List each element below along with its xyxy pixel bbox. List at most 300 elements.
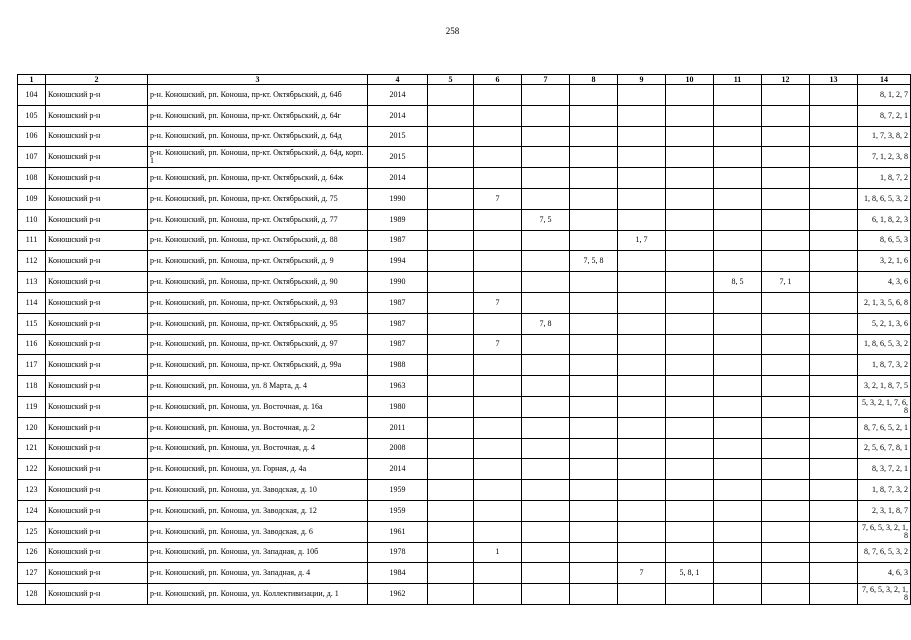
cell-col-7 [522,521,570,542]
cell-col-9 [618,126,666,147]
cell-col-10 [666,521,714,542]
cell-col-10 [666,188,714,209]
cell-col-6 [474,417,522,438]
cell-col-14: 7, 6, 5, 3, 2, 1, 8 [858,521,911,542]
cell-col-11 [714,85,762,106]
cell-col-9 [618,521,666,542]
table-body [18,85,911,605]
cell-col-13 [810,188,858,209]
cell-col-7 [522,334,570,355]
cell-col-12 [762,126,810,147]
cell-col-12 [762,542,810,563]
cell-row-number: 116 [18,334,46,355]
cell-col-6 [474,563,522,584]
cell-col-12 [762,85,810,106]
cell-col-8 [570,563,618,584]
cell-col-7 [522,563,570,584]
cell-col-7 [522,251,570,272]
cell-col-13 [810,209,858,230]
cell-district: Коношский р-н [46,438,148,459]
cell-col-11 [714,438,762,459]
table-row [18,417,911,438]
cell-col-13 [810,85,858,106]
cell-col-10 [666,85,714,106]
cell-district: Коношский р-н [46,376,148,397]
cell-col-8 [570,272,618,293]
cell-district: Коношский р-н [46,292,148,313]
cell-address: р-н. Коношский, рп. Коноша, пр-кт. Октябрьский, д. 64ж [148,168,368,189]
cell-col-6 [474,105,522,126]
cell-address: р-н. Коношский, рп. Коноша, пр-кт. Октябрьский, д. 75 [148,188,368,209]
cell-col-7 [522,417,570,438]
cell-col-11 [714,188,762,209]
cell-district: Коношский р-н [46,563,148,584]
column-header-12: 12 [762,75,810,85]
cell-address: р-н. Коношский, рп. Коноша, пр-кт. Октябрьский, д. 99а [148,355,368,376]
cell-col-5 [428,500,474,521]
cell-col-12 [762,521,810,542]
cell-col-9 [618,85,666,106]
cell-col-5 [428,188,474,209]
cell-col-8 [570,313,618,334]
cell-col-8 [570,105,618,126]
cell-col-13 [810,542,858,563]
cell-year: 1963 [368,376,428,397]
cell-row-number: 109 [18,188,46,209]
cell-col-13 [810,500,858,521]
cell-row-number: 104 [18,85,46,106]
cell-col-13 [810,105,858,126]
cell-col-8 [570,376,618,397]
cell-col-7 [522,147,570,168]
cell-address: р-н. Коношский, рп. Коноша, ул. Восточная, д. 16а [148,396,368,417]
cell-col-12: 7, 1 [762,272,810,293]
cell-row-number: 124 [18,500,46,521]
cell-year: 1987 [368,334,428,355]
cell-col-6: 1 [474,542,522,563]
cell-col-11 [714,209,762,230]
cell-col-6: 7 [474,334,522,355]
cell-address: р-н. Коношский, рп. Коноша, пр-кт. Октябрьский, д. 90 [148,272,368,293]
cell-col-11 [714,105,762,126]
cell-col-7 [522,126,570,147]
table-row [18,251,911,272]
cell-row-number: 123 [18,480,46,501]
cell-col-11 [714,563,762,584]
cell-year: 2014 [368,168,428,189]
cell-col-7 [522,355,570,376]
cell-row-number: 111 [18,230,46,251]
table-row [18,459,911,480]
cell-col-12 [762,480,810,501]
cell-col-5 [428,272,474,293]
cell-address: р-н. Коношский, рп. Коноша, ул. Заводская, д. 6 [148,521,368,542]
cell-col-5 [428,147,474,168]
cell-row-number: 127 [18,563,46,584]
cell-col-6: 7 [474,292,522,313]
cell-col-10 [666,147,714,168]
cell-col-10 [666,168,714,189]
cell-col-10 [666,105,714,126]
cell-year: 1959 [368,500,428,521]
column-header-2: 2 [46,75,148,85]
cell-col-5 [428,417,474,438]
cell-col-9 [618,417,666,438]
cell-col-11 [714,126,762,147]
cell-district: Коношский р-н [46,355,148,376]
cell-year: 1980 [368,396,428,417]
cell-col-12 [762,105,810,126]
cell-col-8 [570,480,618,501]
column-header-3: 3 [148,75,368,85]
cell-col-8 [570,521,618,542]
cell-district: Коношский р-н [46,417,148,438]
cell-col-9 [618,209,666,230]
cell-col-7: 7, 5 [522,209,570,230]
cell-col-12 [762,563,810,584]
cell-row-number: 128 [18,584,46,605]
cell-col-6 [474,480,522,501]
cell-col-6 [474,126,522,147]
table-row [18,168,911,189]
table-row [18,188,911,209]
cell-district: Коношский р-н [46,209,148,230]
cell-col-8 [570,459,618,480]
cell-col-14: 8, 6, 5, 3 [858,230,911,251]
cell-col-5 [428,459,474,480]
cell-col-8 [570,230,618,251]
cell-col-5 [428,230,474,251]
cell-col-11 [714,396,762,417]
cell-district: Коношский р-н [46,313,148,334]
cell-col-5 [428,480,474,501]
cell-col-9 [618,542,666,563]
table-row [18,500,911,521]
cell-col-12 [762,147,810,168]
cell-col-9 [618,313,666,334]
cell-col-13 [810,292,858,313]
cell-district: Коношский р-н [46,85,148,106]
cell-col-14: 1, 8, 7, 3, 2 [858,480,911,501]
column-header-11: 11 [714,75,762,85]
cell-col-9 [618,355,666,376]
table-row [18,292,911,313]
cell-col-8 [570,209,618,230]
cell-year: 2014 [368,85,428,106]
cell-col-13 [810,313,858,334]
cell-col-14: 1, 8, 6, 5, 3, 2 [858,188,911,209]
cell-year: 2008 [368,438,428,459]
cell-col-13 [810,563,858,584]
cell-col-13 [810,126,858,147]
cell-col-12 [762,355,810,376]
cell-col-8 [570,396,618,417]
cell-col-12 [762,438,810,459]
cell-col-13 [810,417,858,438]
table-row [18,480,911,501]
cell-address: р-н. Коношский, рп. Коноша, пр-кт. Октябрьский, д. 93 [148,292,368,313]
cell-col-10 [666,126,714,147]
cell-col-7 [522,376,570,397]
cell-col-11 [714,376,762,397]
cell-col-7 [522,85,570,106]
cell-year: 2011 [368,417,428,438]
cell-col-14: 5, 2, 1, 3, 6 [858,313,911,334]
column-header-1: 1 [18,75,46,85]
cell-year: 1987 [368,230,428,251]
table-row [18,272,911,293]
cell-col-10 [666,230,714,251]
table-row [18,584,911,605]
cell-col-10 [666,313,714,334]
cell-year: 1994 [368,251,428,272]
cell-col-11 [714,334,762,355]
cell-col-8 [570,168,618,189]
cell-col-14: 8, 1, 2, 7 [858,85,911,106]
cell-col-9 [618,292,666,313]
table-row [18,376,911,397]
table-row [18,355,911,376]
cell-col-14: 1, 8, 7, 3, 2 [858,355,911,376]
cell-col-8 [570,85,618,106]
cell-year: 1961 [368,521,428,542]
cell-district: Коношский р-н [46,126,148,147]
cell-col-8: 7, 5, 8 [570,251,618,272]
cell-col-9 [618,272,666,293]
cell-year: 1984 [368,563,428,584]
cell-col-10 [666,292,714,313]
cell-col-5 [428,209,474,230]
column-header-14: 14 [858,75,911,85]
cell-col-11 [714,292,762,313]
cell-col-7 [522,272,570,293]
cell-col-12 [762,500,810,521]
table-row [18,396,911,417]
cell-year: 1959 [368,480,428,501]
cell-address: р-н. Коношский, рп. Коноша, ул. Западная, д. 10б [148,542,368,563]
cell-address: р-н. Коношский, рп. Коноша, пр-кт. Октябрьский, д. 88 [148,230,368,251]
cell-col-6 [474,500,522,521]
cell-district: Коношский р-н [46,168,148,189]
cell-col-13 [810,438,858,459]
cell-col-10 [666,251,714,272]
cell-col-13 [810,480,858,501]
cell-col-12 [762,396,810,417]
cell-col-6: 7 [474,188,522,209]
cell-col-14: 1, 8, 7, 2 [858,168,911,189]
cell-col-6 [474,438,522,459]
cell-col-11: 8, 5 [714,272,762,293]
table-row [18,209,911,230]
cell-col-9 [618,147,666,168]
cell-col-7 [522,438,570,459]
table-row [18,563,911,584]
cell-col-10 [666,396,714,417]
cell-district: Коношский р-н [46,500,148,521]
cell-col-12 [762,209,810,230]
column-header-4: 4 [368,75,428,85]
cell-col-13 [810,355,858,376]
cell-col-12 [762,168,810,189]
cell-col-6 [474,85,522,106]
table-row [18,542,911,563]
cell-col-10 [666,459,714,480]
cell-district: Коношский р-н [46,272,148,293]
cell-address: р-н. Коношский, рп. Коноша, пр-кт. Октябрьский, д. 64д, корп. 1 [148,147,368,168]
cell-col-12 [762,459,810,480]
cell-row-number: 107 [18,147,46,168]
cell-col-9 [618,500,666,521]
cell-col-5 [428,438,474,459]
cell-col-7 [522,542,570,563]
cell-col-9: 7 [618,563,666,584]
cell-year: 1987 [368,292,428,313]
cell-col-8 [570,355,618,376]
cell-address: р-н. Коношский, рп. Коноша, ул. Заводская, д. 10 [148,480,368,501]
table-row [18,105,911,126]
cell-col-7 [522,105,570,126]
column-header-7: 7 [522,75,570,85]
cell-col-14: 7, 1, 2, 3, 8 [858,147,911,168]
cell-col-5 [428,334,474,355]
cell-address: р-н. Коношский, рп. Коноша, пр-кт. Октябрьский, д. 77 [148,209,368,230]
table-row [18,230,911,251]
cell-row-number: 121 [18,438,46,459]
cell-col-11 [714,251,762,272]
cell-col-10 [666,355,714,376]
column-header-8: 8 [570,75,618,85]
cell-col-14: 4, 6, 3 [858,563,911,584]
cell-col-14: 2, 5, 6, 7, 8, 1 [858,438,911,459]
table-row [18,126,911,147]
cell-col-8 [570,334,618,355]
cell-district: Коношский р-н [46,521,148,542]
cell-col-12 [762,584,810,605]
cell-row-number: 117 [18,355,46,376]
cell-district: Коношский р-н [46,251,148,272]
cell-address: р-н. Коношский, рп. Коноша, ул. Горная, д. 4а [148,459,368,480]
table-row [18,147,911,168]
cell-col-14: 8, 7, 6, 5, 3, 2 [858,542,911,563]
cell-col-6 [474,168,522,189]
cell-col-6 [474,459,522,480]
cell-col-9 [618,438,666,459]
cell-col-5 [428,521,474,542]
cell-col-5 [428,355,474,376]
column-header-10: 10 [666,75,714,85]
cell-address: р-н. Коношский, рп. Коноша, пр-кт. Октябрьский, д. 64д [148,126,368,147]
cell-col-14: 1, 7, 3, 8, 2 [858,126,911,147]
cell-col-14: 6, 1, 8, 2, 3 [858,209,911,230]
cell-year: 2014 [368,105,428,126]
column-header-6: 6 [474,75,522,85]
table-row [18,438,911,459]
cell-col-5 [428,542,474,563]
cell-col-9 [618,188,666,209]
table-row [18,334,911,355]
cell-col-10 [666,376,714,397]
cell-col-11 [714,355,762,376]
cell-district: Коношский р-н [46,230,148,251]
cell-row-number: 113 [18,272,46,293]
cell-col-9 [618,584,666,605]
cell-district: Коношский р-н [46,542,148,563]
cell-col-12 [762,292,810,313]
cell-col-9 [618,480,666,501]
cell-col-6 [474,251,522,272]
table-row [18,85,911,106]
cell-col-9 [618,459,666,480]
cell-row-number: 108 [18,168,46,189]
cell-row-number: 106 [18,126,46,147]
cell-col-14: 8, 7, 6, 5, 2, 1 [858,417,911,438]
cell-col-5 [428,126,474,147]
cell-year: 1962 [368,584,428,605]
cell-district: Коношский р-н [46,396,148,417]
cell-district: Коношский р-н [46,584,148,605]
cell-col-6 [474,272,522,293]
cell-col-14: 3, 2, 1, 8, 7, 5 [858,376,911,397]
cell-col-12 [762,230,810,251]
cell-col-10 [666,438,714,459]
cell-col-8 [570,417,618,438]
cell-address: р-н. Коношский, рп. Коноша, ул. 8 Марта, д. 4 [148,376,368,397]
cell-col-10: 5, 8, 1 [666,563,714,584]
cell-col-13 [810,521,858,542]
cell-col-11 [714,313,762,334]
cell-col-8 [570,188,618,209]
cell-row-number: 112 [18,251,46,272]
cell-col-8 [570,542,618,563]
cell-col-8 [570,584,618,605]
cell-col-11 [714,542,762,563]
data-table [17,74,911,605]
cell-year: 1990 [368,188,428,209]
cell-address: р-н. Коношский, рп. Коноша, ул. Заводская, д. 12 [148,500,368,521]
cell-year: 2014 [368,459,428,480]
cell-row-number: 122 [18,459,46,480]
cell-row-number: 114 [18,292,46,313]
cell-col-10 [666,417,714,438]
cell-col-13 [810,459,858,480]
cell-col-9 [618,396,666,417]
cell-col-6 [474,209,522,230]
cell-col-11 [714,168,762,189]
cell-address: р-н. Коношский, рп. Коноша, ул. Восточная, д. 2 [148,417,368,438]
cell-address: р-н. Коношский, рп. Коноша, ул. Западная, д. 4 [148,563,368,584]
cell-col-10 [666,542,714,563]
cell-col-12 [762,334,810,355]
cell-col-14: 4, 3, 6 [858,272,911,293]
cell-col-6 [474,230,522,251]
cell-col-10 [666,500,714,521]
cell-row-number: 126 [18,542,46,563]
cell-col-14: 1, 8, 6, 5, 3, 2 [858,334,911,355]
cell-col-14: 8, 7, 2, 1 [858,105,911,126]
cell-row-number: 120 [18,417,46,438]
cell-col-13 [810,376,858,397]
cell-col-7 [522,396,570,417]
cell-col-11 [714,521,762,542]
cell-col-12 [762,188,810,209]
cell-col-5 [428,168,474,189]
cell-col-9 [618,105,666,126]
cell-address: р-н. Коношский, рп. Коноша, пр-кт. Октябрьский, д. 64б [148,85,368,106]
cell-col-14: 8, 3, 7, 2, 1 [858,459,911,480]
cell-row-number: 115 [18,313,46,334]
cell-col-14: 5, 3, 2, 1, 7, 6, 8 [858,396,911,417]
cell-col-10 [666,272,714,293]
